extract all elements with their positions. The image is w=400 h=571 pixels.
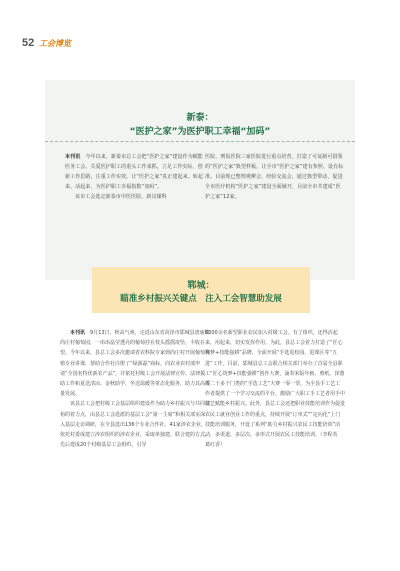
article-shinta-box bbox=[45, 80, 355, 280]
magazine-name: 工会博览 bbox=[39, 39, 71, 48]
article2-right-column bbox=[205, 328, 345, 450]
article2-left-p1: 9月13日，秋高气爽，走进山东省菏泽市郓城县唐庙镇尚庄村葡萄园，一串串晶莹透亮的葡萄挂在枝头摇摇欲坠，丰收在望。今年以来，县总工会多次邀请省农科院专家到尚庄村开展葡萄种植专业讲课，帮助合作社注册了“绿源磊”商标，向农业农村部申请“全国名特优新农产品”，并依托村级工会开展法律宣传、法律援助工作和夏送清凉、金秋助学、冬送温暖等常态化服务，助力其高质量发展。 bbox=[60, 330, 211, 398]
article1-title-headline: “医护之家”为医护职工幸福“加码” bbox=[129, 127, 271, 137]
article2-title-location: 郓城： bbox=[187, 281, 215, 291]
article1-right-column bbox=[205, 152, 345, 202]
article2-byline: 本刊讯 bbox=[70, 330, 86, 336]
article-yuncheng-title-box bbox=[92, 267, 310, 313]
article1-byline: 本刊讯 bbox=[65, 154, 81, 160]
article1-left-text: 今年以来，新泰市总工会把“医护之家”建设作为赋能医务工会、关爱医护职工的重头工作来抓，立足工作实际，创新工作思路，注重工作实效，让“医护之家”真正建起来、转起来、活起来，为医护职工幸福指数“加码”。 bbox=[65, 154, 204, 190]
article2-credit: （李程英 葛红香） bbox=[205, 432, 343, 449]
article1-right-text: 医院、刑侃医院三家医院进行重点培育，打造了可复制可借鉴的“医护之家”典型样板，让全市“医护之家”建有参照、设有标准。目前现已整理观摩会，经验交流会，通过典型带动，促进全市医疗机构“医护之家”建设全面铺开，目前全市共建成“医护之家”12家。 bbox=[205, 154, 344, 200]
article2-title-headline: 瞄准乡村振兴关键点 注入工会智慧助发展 bbox=[120, 294, 282, 304]
page-number: 52 bbox=[22, 37, 35, 49]
article2-right-p1: 6300余名新型职业农民加入村级工会。有了组织，还得活起来，用起来，切实发挥作用。为此，县总工会着力打造了“匠心筑梦+技能强耕”品牌，全面开展“手选进校园、进课区等“五进”工作。目前，郓城县总工会联合相关部门举办了首届全县职工“匠心筑梦+技能强耕”创作大赛，涌奏米版年画、剪纸、泽器等二十多个门类的“手选工艺”大赛一零一票，为全县手工艺工作者提供了一个学习交流的平台，激励广大职工手工艺者用手中技艺赋能乡村振兴。此外，县总工会还把职业技能培训作为促进农民工就业创业工作的重点，持续开展“订单式”“定向化”上门技能培训服务，开设了系列“助力乡村振兴农民工技能培训”活动，多渠道、多层次、多形式开展农民工技能培训。 bbox=[205, 330, 346, 439]
article1-left-column bbox=[65, 152, 203, 202]
article1-divider bbox=[45, 141, 355, 142]
article2-left-p2: 该县总工会把村级工会基层组织建设作为助力乡村振兴与共同富裕的着力点，由县总工会选派的基层工会“第一主席”和相关部室深入基层走访调研，在全县选出136个专业合作社、41家涉农企业，依托村委成建立涉农组织的涉农企业，采取单独建、联合建的方式，先后建成20个村级基层工会组织，引导 bbox=[60, 401, 211, 449]
article1-left-text2: 该市工会选定新泰市中医医院、新汶煤科 bbox=[75, 194, 167, 200]
article1-title-location: 新泰： bbox=[186, 113, 214, 123]
article2-left-column bbox=[60, 328, 210, 450]
